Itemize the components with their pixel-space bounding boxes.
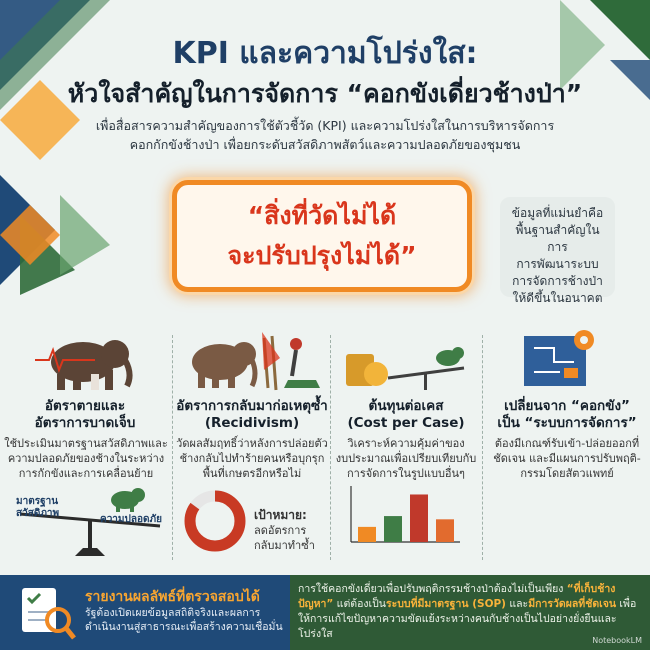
scale-label-line: มาตรฐาน xyxy=(16,496,59,507)
footer-left-title: รายงานผลลัพธ์ที่ตรวจสอบได้ xyxy=(85,589,260,605)
recidivism-desc-line: วัดผลสัมฤทธิ์ว่าหลังการปล่อยตัว xyxy=(176,437,328,450)
quote-box xyxy=(172,180,472,292)
page-title-sub: หัวใจสำคัญในการจัดการ “คอกขังเดี่ยวช้างป่า” xyxy=(67,79,583,108)
footer-right-text-part: การใช้คอกขังเดี่ยวเพื่อปรับพฤติกรรมช้างป่าต้องไม่เป็นเพียง xyxy=(298,583,567,595)
subtitle-line: เพื่อสื่อสารความสำคัญของการใช้ตัวชี้วัด (KPI) และความโปร่งใสในการบริหารจัดการ xyxy=(95,118,555,133)
decorative-pattern-left xyxy=(0,175,120,295)
recidivism-title-line: อัตราการกลับมาก่อเหตุซ้ำ xyxy=(176,398,328,414)
cost-desc-line: วิเคราะห์ความคุ้มค่าของ xyxy=(347,437,465,450)
scale-label-welfare xyxy=(16,496,76,520)
footer-highlight: ระบบที่มีมาตรฐาน (SOP) xyxy=(385,598,506,610)
footer-right-text-part: และ xyxy=(506,598,529,610)
footer-highlight: มีการวัดผลที่ชัดเจน xyxy=(528,598,617,610)
cost-bar xyxy=(384,516,402,542)
injured-elephant-icon xyxy=(35,330,135,392)
process-title xyxy=(484,398,650,432)
process-gear-icon xyxy=(520,328,600,394)
cost-bar-chart xyxy=(348,484,463,546)
side-note-line: การจัดการช้างป่า xyxy=(512,274,603,288)
footer-left-desc-line: ดำเนินงานสู่สาธารณะเพื่อสร้างความเชื่อมั่น xyxy=(85,621,283,633)
footer-left-desc xyxy=(85,606,285,634)
mortality-desc-line: การกักขังและการเคลื่อนย้าย xyxy=(18,467,154,480)
footer-right-text-part: แต่ต้องเป็น xyxy=(333,598,386,610)
process-desc xyxy=(484,436,650,481)
recidivism-title xyxy=(172,398,332,432)
quote-line: จะปรับปรุงไม่ได้” xyxy=(227,241,417,270)
report-magnifier-icon xyxy=(16,584,78,642)
process-desc-line: ชัดเจน และมีแผนการปรับพฤติ- xyxy=(493,452,641,465)
footer-right-text xyxy=(298,582,643,642)
subtitle-line: คอกกักขังช้างป่า เพื่อยกระดับสวัสดิภาพสัตว์และความปลอดภัยของชุมชน xyxy=(129,137,521,152)
column-divider xyxy=(482,335,483,560)
process-title-line: เป็น “ระบบการจัดการ” xyxy=(497,415,637,431)
process-desc-line: กรรมโดยสัตวแพทย์ xyxy=(520,467,614,480)
watermark: NotebookLM xyxy=(592,636,642,645)
cost-desc-line: งบประมาณเพื่อเปรียบเทียบกับ xyxy=(335,452,477,465)
recidivism-target xyxy=(254,508,334,553)
process-title-line: เปลี่ยนจาก “คอกขัง” xyxy=(504,398,630,414)
footer-left-desc-line: รัฐต้องเปิดเผยข้อมูลสถิติจริงและผลการ xyxy=(85,607,261,619)
mortality-title-line: อัตราการบาดเจ็บ xyxy=(34,415,136,431)
mortality-desc xyxy=(0,436,172,481)
recidivism-desc-line: พื้นที่เกษตรอีกหรือไม่ xyxy=(202,467,302,480)
side-note-line: การพัฒนาระบบ xyxy=(516,257,599,271)
mortality-desc-line: ความปลอดภัยของช้างในระหว่าง xyxy=(7,452,165,465)
cost-title xyxy=(330,398,482,432)
elephant-crop-raid-icon xyxy=(180,330,325,392)
recidivism-donut-chart xyxy=(180,486,250,556)
mortality-title-line: อัตราตายและ xyxy=(44,398,126,414)
page-subtitle xyxy=(90,116,560,154)
cost-bar xyxy=(410,494,428,542)
side-note-line: ให้ดีขึ้นในอนาคต xyxy=(512,291,603,305)
footer-highlight: “ที่เก็บช้างปัญหา” xyxy=(298,583,616,610)
cost-desc xyxy=(330,436,482,481)
cost-bar xyxy=(436,519,454,542)
quote-line: “สิ่งที่วัดไม่ได้ xyxy=(247,201,397,230)
coins-balance-icon xyxy=(340,340,475,392)
mortality-desc-line: ใช้ประเมินมาตรฐานสวัสดิภาพและ xyxy=(4,437,168,450)
target-line: กลับมาทำซ้ำ xyxy=(254,539,315,552)
cost-bar xyxy=(358,527,376,542)
cost-title-line: (Cost per Case) xyxy=(347,415,465,431)
process-desc-line: ต้องมีเกณฑ์รับเข้า-ปล่อยออกที่ xyxy=(494,437,640,450)
footer-right-text-part: เพื่อให้การแก้ไขปัญหาความขัดแย้งระหว่างคนกับช้างเป็นไปอย่างยั่งยืนและโปร่งใส xyxy=(298,598,637,640)
target-line: ลดอัตรการ xyxy=(254,524,307,537)
mortality-title xyxy=(5,398,165,432)
target-label: เป้าหมาย: xyxy=(254,508,307,522)
scale-label-safety: ความปลอดภัย xyxy=(100,514,162,525)
recidivism-desc xyxy=(172,436,332,481)
scale-label-line: สวัสดิภาพ xyxy=(16,508,60,519)
cost-desc-line: การจัดการในรูปแบบอื่นๆ xyxy=(347,467,465,480)
cost-title-line: ต้นทุนต่อเคส xyxy=(368,398,444,414)
side-note-line: ข้อมูลที่แม่นยำคือ xyxy=(511,206,604,220)
side-note xyxy=(500,197,615,305)
page-title: KPI และความโปร่งใส: xyxy=(172,36,478,71)
recidivism-desc-line: ช้างกลับไปทำร้ายคนหรือบุกรุก xyxy=(179,452,325,465)
side-note-line: พื้นฐานสำคัญในการ xyxy=(515,223,600,254)
recidivism-title-line: (Recidivism) xyxy=(204,415,300,431)
